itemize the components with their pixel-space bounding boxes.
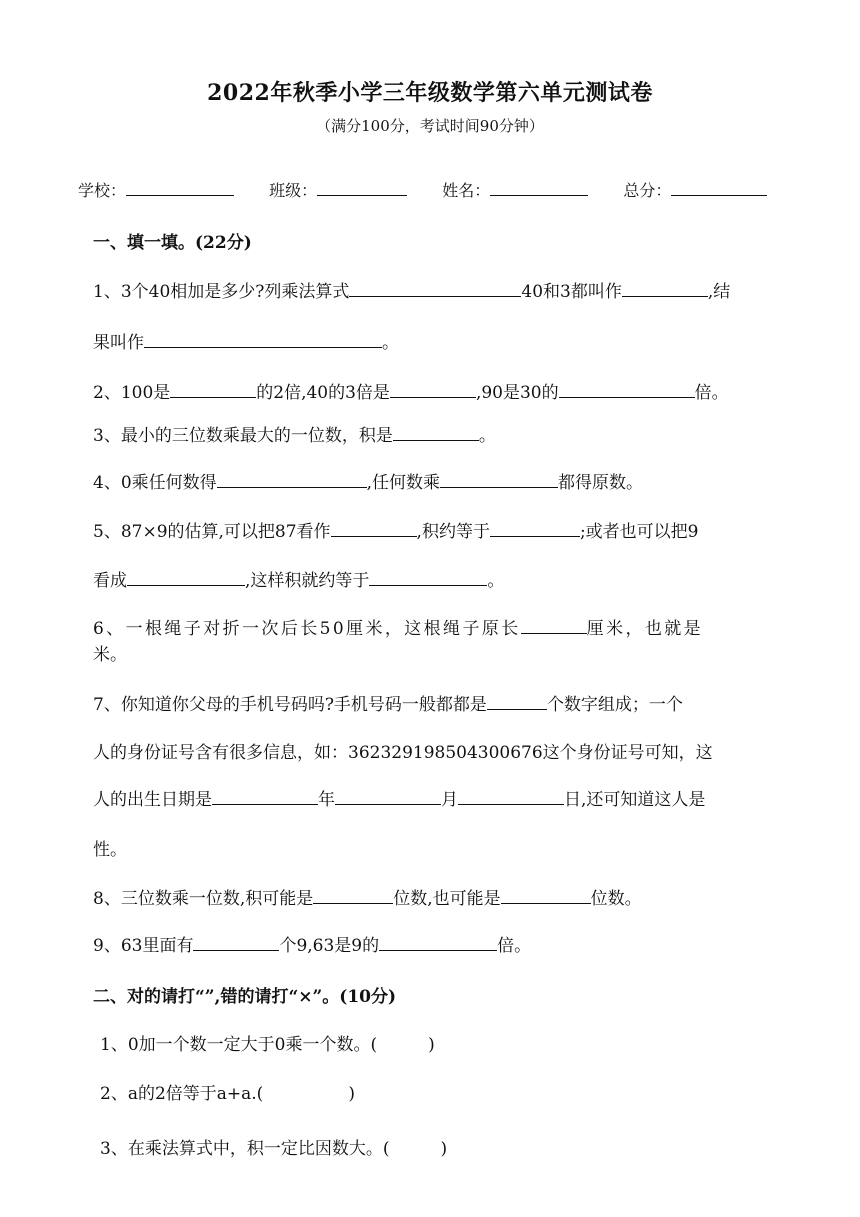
question-7-line2: 人的身份证号含有很多信息，如：362329198504300676这个身份证号可知，这 [93, 743, 713, 763]
class-field [269, 178, 407, 201]
q9-blank-2[interactable] [379, 932, 497, 951]
question-2 [93, 378, 803, 403]
q5-blank-1[interactable] [331, 518, 417, 537]
q7-text-g: 日,还可知道这人是 [564, 790, 706, 810]
question-9 [93, 931, 803, 956]
question-7-line4: 性。 [93, 840, 127, 860]
question-6-line2: 米。 [93, 645, 127, 665]
q5-text-c: ;或者也可以把9 [579, 522, 699, 542]
q7-text-b: 个数字组成；一个 [546, 695, 683, 715]
total-label: 总分： [623, 181, 672, 200]
question-7-line3 [93, 785, 803, 810]
q5-text-a: 5、87×9的估算,可以把87看作 [93, 522, 331, 542]
q5-blank-4[interactable] [369, 567, 487, 586]
q2-blank-3[interactable] [559, 379, 695, 398]
q6-blank-1[interactable] [521, 615, 587, 634]
q2-blank-1[interactable] [170, 379, 256, 398]
tf-question-1: 1、0加一个数一定大于0乘一个数。( ) [100, 1035, 435, 1055]
q8-blank-1[interactable] [313, 885, 393, 904]
q9-text-c: 倍。 [497, 936, 532, 956]
class-label: 班级： [269, 181, 318, 200]
section1-heading: 一、填一填。(22分) [93, 233, 252, 253]
total-blank[interactable] [671, 179, 767, 196]
q5-blank-3[interactable] [127, 567, 245, 586]
q4-text-b: ,任何数乘 [366, 473, 441, 493]
q8-text-b: 位数,也可能是 [393, 889, 501, 909]
q1-text-e: 。 [382, 333, 399, 353]
q4-text-a: 4、0乘任何数得 [93, 473, 217, 493]
question-1-line1 [93, 277, 803, 302]
q8-blank-2[interactable] [501, 885, 591, 904]
q7-blank-1[interactable] [487, 691, 547, 710]
tf-question-2: 2、a的2倍等于a+a.( ) [100, 1084, 355, 1104]
q8-text-a: 8、三位数乘一位数,积可能是 [93, 889, 314, 909]
school-field [78, 178, 234, 201]
question-6-line1 [93, 614, 803, 639]
question-4 [93, 468, 803, 493]
total-field [623, 178, 767, 201]
section2-heading: 二、对的请打“”,错的请打“×”。(10分) [93, 987, 397, 1007]
q2-text-d: 倍。 [694, 383, 729, 403]
q5-text-e: ,这样积就约等于 [245, 571, 370, 591]
q2-blank-2[interactable] [390, 379, 476, 398]
q1-text-b: 40和3都叫作 [521, 282, 622, 302]
q5-text-f: 。 [487, 571, 505, 591]
q7-text-d: 人的出生日期是 [93, 790, 212, 810]
q7-text-e: 年 [318, 790, 335, 810]
q5-text-d: 看成 [93, 571, 127, 591]
q4-text-c: 都得原数。 [558, 473, 644, 493]
class-blank[interactable] [317, 179, 407, 196]
school-label: 学校： [78, 181, 127, 200]
page-subtitle: （满分100分，考试时间90分钟） [316, 117, 544, 135]
question-1-line2 [93, 328, 803, 353]
question-5-line1 [93, 517, 803, 542]
q7-blank-day[interactable] [458, 786, 564, 805]
q3-text-a: 3、最小的三位数乘最大的一位数，积是 [93, 426, 393, 446]
name-label: 姓名： [442, 181, 491, 200]
q7-text-f: 月 [441, 790, 458, 810]
q4-blank-2[interactable] [440, 469, 558, 488]
q4-blank-1[interactable] [217, 469, 367, 488]
q3-text-b: 。 [478, 426, 496, 446]
question-5-line2 [93, 566, 803, 591]
q7-blank-year[interactable] [212, 786, 318, 805]
q7-blank-month[interactable] [335, 786, 441, 805]
q1-blank-2[interactable] [622, 278, 708, 297]
q2-text-a: 2、100是 [93, 383, 171, 403]
q5-text-b: ,积约等于 [416, 522, 490, 542]
school-blank[interactable] [126, 179, 234, 196]
q1-blank-1[interactable] [349, 278, 521, 297]
q1-blank-3[interactable] [144, 329, 382, 348]
q5-blank-2[interactable] [490, 518, 580, 537]
question-7-line1 [93, 690, 803, 715]
tf-question-3: 3、在乘法算式中，积一定比因数大。( ) [100, 1139, 448, 1159]
q1-text-a: 1、3个40相加是多少?列乘法算式 [93, 282, 350, 302]
q2-text-b: 的2倍,40的3倍是 [256, 383, 390, 403]
q7-text-a: 7、你知道你父母的手机号码吗?手机号码一般都都是 [93, 695, 487, 715]
student-info-line [78, 178, 798, 201]
question-3 [93, 421, 803, 446]
name-field [442, 178, 588, 201]
q2-text-c: ,90是30的 [475, 383, 559, 403]
name-blank[interactable] [490, 179, 588, 196]
q9-text-a: 9、63里面有 [93, 936, 194, 956]
q9-text-b: 个9,63是9的 [279, 936, 380, 956]
q3-blank-1[interactable] [393, 422, 479, 441]
q1-text-c: ,结 [707, 282, 731, 302]
page-title: 2022年秋季小学三年级数学第六单元测试卷 [207, 80, 653, 106]
q1-text-d: 果叫作 [93, 333, 144, 353]
q6-text-b: 厘米，也就是 [586, 619, 704, 639]
question-8 [93, 884, 803, 909]
q6-text-a: 6、一根绳子对折一次后长50厘米，这根绳子原长 [93, 619, 521, 639]
q9-blank-1[interactable] [193, 932, 279, 951]
q8-text-c: 位数。 [590, 889, 642, 909]
